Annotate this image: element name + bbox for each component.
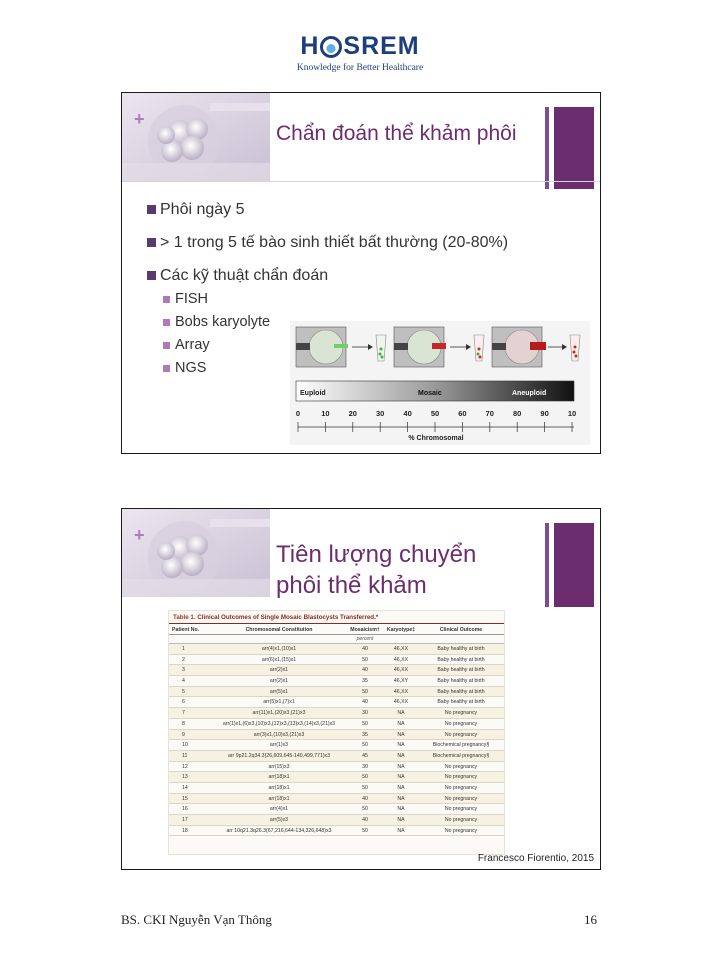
bullet-item bbox=[147, 199, 547, 220]
legend-euploid: Euploid bbox=[300, 390, 326, 397]
embryo-image bbox=[122, 93, 270, 181]
cell-patient: 12 bbox=[182, 763, 188, 770]
cell-mosaicism: 50 bbox=[362, 784, 368, 791]
cell-constitution: arr(1)x1,(6)x3,(10)x3,(12)x3,(13)x3,(14)x3,(21)x3 bbox=[222, 720, 336, 727]
cell-mosaicism: 40 bbox=[362, 699, 368, 706]
cell-mosaicism: 50 bbox=[362, 806, 368, 813]
plus-icon: + bbox=[134, 525, 145, 545]
table-row bbox=[169, 730, 504, 741]
table-header-row bbox=[169, 624, 504, 635]
sub-bullet-item bbox=[163, 288, 547, 311]
cell-outcome: Baby healthy at birth bbox=[437, 688, 485, 695]
cell-karyotype: NA bbox=[397, 795, 405, 802]
legend-aneuploid: Aneuploid bbox=[512, 390, 547, 397]
cell-karyotype: NA bbox=[397, 742, 405, 749]
bullet-item bbox=[147, 232, 547, 253]
cell-constitution: arr(6)x1,(15)x1 bbox=[261, 656, 297, 663]
cell-patient: 14 bbox=[182, 784, 188, 791]
cell-outcome: No pregnancy bbox=[444, 763, 478, 770]
cell-mosaicism: 30 bbox=[362, 763, 368, 770]
cell-outcome: No pregnancy bbox=[444, 827, 478, 834]
cell-karyotype: NA bbox=[397, 774, 405, 781]
cell-patient: 13 bbox=[182, 774, 188, 781]
cell-mosaicism: 50 bbox=[362, 774, 368, 781]
cell-constitution: arr(1)x3 bbox=[269, 742, 289, 749]
table-body bbox=[169, 644, 504, 836]
cell-outcome: No pregnancy bbox=[444, 731, 478, 738]
cell-karyotype: NA bbox=[397, 752, 405, 759]
hosrem-logo bbox=[0, 32, 720, 73]
header-constitution: Chromosomal Constitution bbox=[245, 627, 313, 633]
cell-outcome: Baby healthy at birth bbox=[437, 646, 485, 652]
cell-constitution: arr(5)x1,(7)x1 bbox=[263, 699, 295, 706]
axis-tick-label: 60 bbox=[458, 409, 467, 418]
cell-patient: 6 bbox=[182, 699, 185, 706]
cell-mosaicism: 50 bbox=[362, 720, 368, 727]
cell-karyotype: 46,XX bbox=[393, 667, 409, 674]
slide-2 bbox=[121, 508, 601, 870]
table-row bbox=[169, 815, 504, 826]
square-bullet-icon bbox=[163, 365, 170, 372]
plus-icon: + bbox=[134, 109, 145, 129]
table-row bbox=[169, 697, 504, 708]
axis-tick-label: 0 bbox=[295, 409, 301, 418]
cell-mosaicism: 50 bbox=[362, 656, 368, 663]
cell-karyotype: 46,XY bbox=[393, 678, 409, 685]
square-bullet-icon bbox=[163, 342, 170, 349]
table-caption-label: Table 1. bbox=[173, 614, 196, 621]
accent-bar-thin bbox=[545, 107, 549, 189]
table-caption-text: Clinical Outcomes of Single Mosaic Blastocysts Transferred.* bbox=[197, 614, 379, 621]
accent-bar-thin bbox=[545, 523, 549, 607]
accent-bar bbox=[554, 107, 594, 189]
cell-mosaicism: 35 bbox=[362, 731, 368, 738]
cell-constitution: arr(4)x1,(10)x1 bbox=[261, 646, 297, 652]
cell-constitution: arr(2)x1 bbox=[269, 667, 289, 674]
header-karyotype: Karyotype‡ bbox=[386, 627, 416, 633]
cell-constitution: arr(15)x3 bbox=[268, 763, 290, 770]
cell-outcome: No pregnancy bbox=[444, 720, 478, 727]
cell-outcome: Baby healthy at birth bbox=[437, 667, 485, 674]
cell-outcome: Biochemical pregnancy§ bbox=[432, 752, 490, 759]
cell-constitution: arr(3)x1,(10)x3,(21)x3 bbox=[253, 731, 305, 738]
cell-patient: 5 bbox=[182, 688, 185, 695]
table-row bbox=[169, 708, 504, 719]
cell-outcome: Baby healthy at birth bbox=[437, 656, 485, 663]
cell-constitution: arr(4)x1 bbox=[269, 806, 289, 813]
logo-text-right: SREM bbox=[343, 32, 420, 60]
cell-mosaicism: 50 bbox=[362, 827, 368, 834]
cell-constitution: arr(18)x1 bbox=[268, 795, 290, 802]
cell-outcome: No pregnancy bbox=[444, 774, 478, 781]
logo-text-left: H bbox=[300, 32, 320, 60]
cell-karyotype: NA bbox=[397, 784, 405, 791]
bullet-text: Phôi ngày 5 bbox=[160, 201, 245, 218]
table-row bbox=[169, 783, 504, 794]
cell-patient: 10 bbox=[182, 742, 188, 749]
sub-bullet-text: NGS bbox=[175, 360, 207, 376]
logo-wordmark bbox=[300, 32, 419, 61]
square-bullet-icon bbox=[163, 296, 170, 303]
sub-bullet-text: Array bbox=[175, 337, 210, 353]
sub-bullet-text: FISH bbox=[175, 291, 209, 307]
cell-patient: 11 bbox=[182, 752, 188, 759]
table-row bbox=[169, 804, 504, 815]
cell-patient: 15 bbox=[182, 795, 188, 802]
axis-tick-label: 20 bbox=[348, 409, 357, 418]
embryo-image bbox=[122, 509, 270, 597]
square-bullet-icon bbox=[147, 238, 156, 247]
citation: Francesco Fiorentio, 2015 bbox=[477, 853, 594, 864]
globe-icon bbox=[320, 36, 342, 58]
slide-title bbox=[276, 539, 476, 601]
cell-mosaicism: 45 bbox=[362, 752, 368, 759]
cell-outcome: Biochemical pregnancy§ bbox=[432, 742, 490, 749]
slide-title-line-1: Tiên lượng chuyển bbox=[276, 541, 477, 568]
slide-title: Chẩn đoán thể khảm phôi bbox=[276, 122, 517, 145]
table-row bbox=[169, 794, 504, 805]
cell-outcome: No pregnancy bbox=[444, 817, 478, 823]
cell-outcome: No pregnancy bbox=[444, 784, 478, 791]
table-row bbox=[169, 676, 504, 687]
legend-mosaic: Mosaic bbox=[418, 390, 442, 397]
cell-mosaicism: 30 bbox=[362, 710, 368, 717]
cell-karyotype: NA bbox=[397, 763, 405, 770]
cell-patient: 17 bbox=[182, 817, 188, 823]
table-row bbox=[169, 655, 504, 666]
cell-karyotype: 46,XX bbox=[393, 656, 409, 663]
header-patient: Patient No. bbox=[172, 627, 200, 633]
cell-mosaicism: 40 bbox=[362, 646, 368, 652]
cell-constitution: arr(18)x1 bbox=[268, 774, 290, 781]
cell-patient: 4 bbox=[182, 678, 185, 685]
axis-tick-label: 50 bbox=[430, 409, 440, 418]
cell-constitution: arr(5)x3 bbox=[269, 817, 289, 823]
table-row bbox=[169, 740, 504, 751]
cell-mosaicism: 35 bbox=[362, 678, 368, 685]
square-bullet-icon bbox=[163, 319, 170, 326]
footer-author: BS. CKI Nguyễn Vạn Thông bbox=[121, 912, 272, 927]
axis-tick-label: 10 bbox=[567, 409, 577, 418]
cell-karyotype: NA bbox=[397, 817, 405, 823]
cell-outcome: No pregnancy bbox=[444, 795, 478, 802]
cell-karyotype: 46,XX bbox=[393, 688, 409, 695]
cell-mosaicism: 40 bbox=[362, 817, 368, 823]
axis-tick-label: 90 bbox=[540, 409, 549, 418]
cell-constitution: arr(2)x1 bbox=[269, 678, 289, 685]
unit-percent: percent bbox=[356, 636, 374, 642]
title-divider bbox=[122, 181, 601, 182]
cell-patient: 2 bbox=[182, 656, 185, 663]
axis-tick-label: 10 bbox=[321, 409, 330, 418]
cell-patient: 18 bbox=[182, 827, 188, 834]
cell-karyotype: NA bbox=[397, 710, 405, 717]
axis-tick-label: 40 bbox=[403, 409, 412, 418]
cell-constitution: arr 9p21.2q34.3(26,609,645-140,499,771)x3 bbox=[227, 752, 331, 759]
header-outcome: Clinical Outcome bbox=[439, 627, 483, 633]
axis-tick-label: 30 bbox=[376, 409, 385, 418]
table-row bbox=[169, 762, 504, 773]
page-number: 16 bbox=[584, 912, 597, 927]
table-row bbox=[169, 826, 504, 837]
table-row bbox=[169, 687, 504, 698]
cell-karyotype: 46,XX bbox=[393, 699, 409, 706]
cell-mosaicism: 40 bbox=[362, 667, 368, 674]
table-row bbox=[169, 644, 504, 655]
cell-karyotype: NA bbox=[397, 720, 405, 727]
cell-outcome: No pregnancy bbox=[444, 806, 478, 813]
cell-karyotype: NA bbox=[397, 806, 405, 813]
cell-karyotype: 46,XX bbox=[393, 646, 409, 652]
unit-row bbox=[169, 635, 504, 644]
logo-tagline: Knowledge for Better Healthcare bbox=[296, 63, 424, 73]
cell-karyotype: NA bbox=[397, 827, 405, 834]
cell-outcome: Baby healthy at birth bbox=[437, 699, 485, 706]
table-row bbox=[169, 751, 504, 762]
cell-mosaicism: 50 bbox=[362, 742, 368, 749]
cell-patient: 7 bbox=[182, 710, 185, 717]
cell-constitution: arr 10q21.3q26.3(67,216,644-134,326,648)x3 bbox=[226, 827, 332, 834]
table-row bbox=[169, 772, 504, 783]
bullet-text: Các kỹ thuật chẩn đoán bbox=[160, 267, 329, 284]
slide-title-line-2: phôi thể khảm bbox=[276, 572, 427, 599]
table-row bbox=[169, 719, 504, 730]
table-caption bbox=[169, 611, 504, 624]
cell-patient: 3 bbox=[182, 667, 185, 674]
cell-patient: 8 bbox=[182, 720, 185, 727]
cell-mosaicism: 50 bbox=[362, 688, 368, 695]
clinical-outcomes-table bbox=[168, 610, 505, 855]
accent-bar bbox=[554, 523, 594, 607]
cell-patient: 16 bbox=[182, 806, 188, 813]
axis-label: % Chromosomal bbox=[408, 435, 464, 442]
axis-tick-label: 70 bbox=[485, 409, 494, 418]
sub-bullet-text: Bobs karyolyte bbox=[175, 314, 271, 330]
cell-constitution: arr(18)x1 bbox=[268, 784, 290, 791]
cell-mosaicism: 40 bbox=[362, 795, 368, 802]
cell-constitution: arr(5)x1 bbox=[269, 688, 289, 695]
cell-constitution: arr(11)x1,(20)x3,(21)x3 bbox=[252, 710, 306, 717]
header-mosaicism: Mosaicism† bbox=[350, 627, 380, 633]
cell-outcome: No pregnancy bbox=[444, 710, 478, 717]
table-row bbox=[169, 665, 504, 676]
axis-tick-label: 80 bbox=[513, 409, 522, 418]
cell-patient: 9 bbox=[182, 731, 185, 738]
slide-1 bbox=[121, 92, 601, 454]
cell-outcome: Baby healthy at birth bbox=[437, 678, 485, 685]
square-bullet-icon bbox=[147, 205, 156, 214]
mosaicism-figure bbox=[290, 321, 590, 445]
cell-karyotype: NA bbox=[397, 731, 405, 738]
square-bullet-icon bbox=[147, 271, 156, 280]
bullet-item bbox=[147, 265, 547, 286]
bullet-text: > 1 trong 5 tế bào sinh thiết bất thường (20-80%) bbox=[160, 234, 509, 251]
cell-patient: 1 bbox=[182, 646, 185, 652]
